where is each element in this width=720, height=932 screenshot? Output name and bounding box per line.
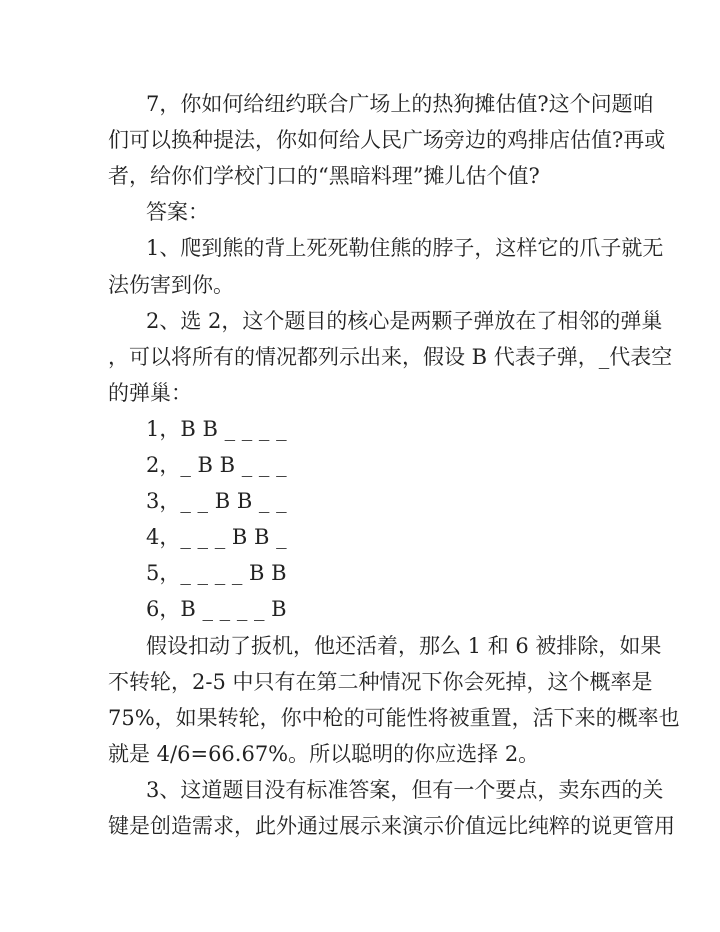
- text-line: 键是创造需求，此外通过展示来演示价值远比纯粹的说更管用: [108, 814, 675, 838]
- text-line: 法伤害到你。: [108, 272, 234, 297]
- text-line: 5，_ _ _ _ B B: [146, 561, 287, 586]
- text-line: 的弹巢：: [108, 380, 192, 405]
- text-line: 们可以换种提法，你如何给人民广场旁边的鸡排店估值?再或: [108, 128, 666, 153]
- text-line: 7，你如何给纽约联合广场上的热狗摊估值?这个问题咱: [146, 92, 654, 116]
- text-line: 1、爬到熊的背上死死勒住熊的脖子，这样它的爪子就无: [146, 236, 664, 261]
- text-line: ，可以将所有的情况都列示出来，假设 B 代表子弹，_代表空: [108, 344, 673, 369]
- text-line: 4，_ _ _ B B _: [146, 525, 287, 550]
- text-line: 75%，如果转轮，你中枪的可能性将被重置，活下来的概率也: [108, 705, 680, 730]
- text-line: 6，B _ _ _ _ B: [146, 597, 287, 622]
- text-line: 2，_ B B _ _ _: [146, 453, 287, 477]
- text-line: 者，给你们学校门口的“黑暗料理”摊儿估个值?: [108, 164, 540, 189]
- text-line: 1，B B _ _ _ _: [146, 416, 287, 441]
- text-line: 答案：: [146, 200, 209, 225]
- text-line: 3、这道题目没有标准答案，但有一个要点，卖东西的关: [146, 777, 664, 802]
- text-line: 3，_ _ B B _ _: [146, 489, 287, 514]
- text-line: 假设扣动了扳机，他还活着，那么 1 和 6 被排除，如果: [146, 633, 662, 658]
- text-line: 不转轮，2-5 中只有在第二种情况下你会死掉，这个概率是: [108, 669, 653, 694]
- text-line: 2、选 2，这个题目的核心是两颗子弹放在了相邻的弹巢: [146, 308, 663, 333]
- text-line: 就是 4/6=66.67%。所以聪明的你应选择 2。: [108, 741, 540, 766]
